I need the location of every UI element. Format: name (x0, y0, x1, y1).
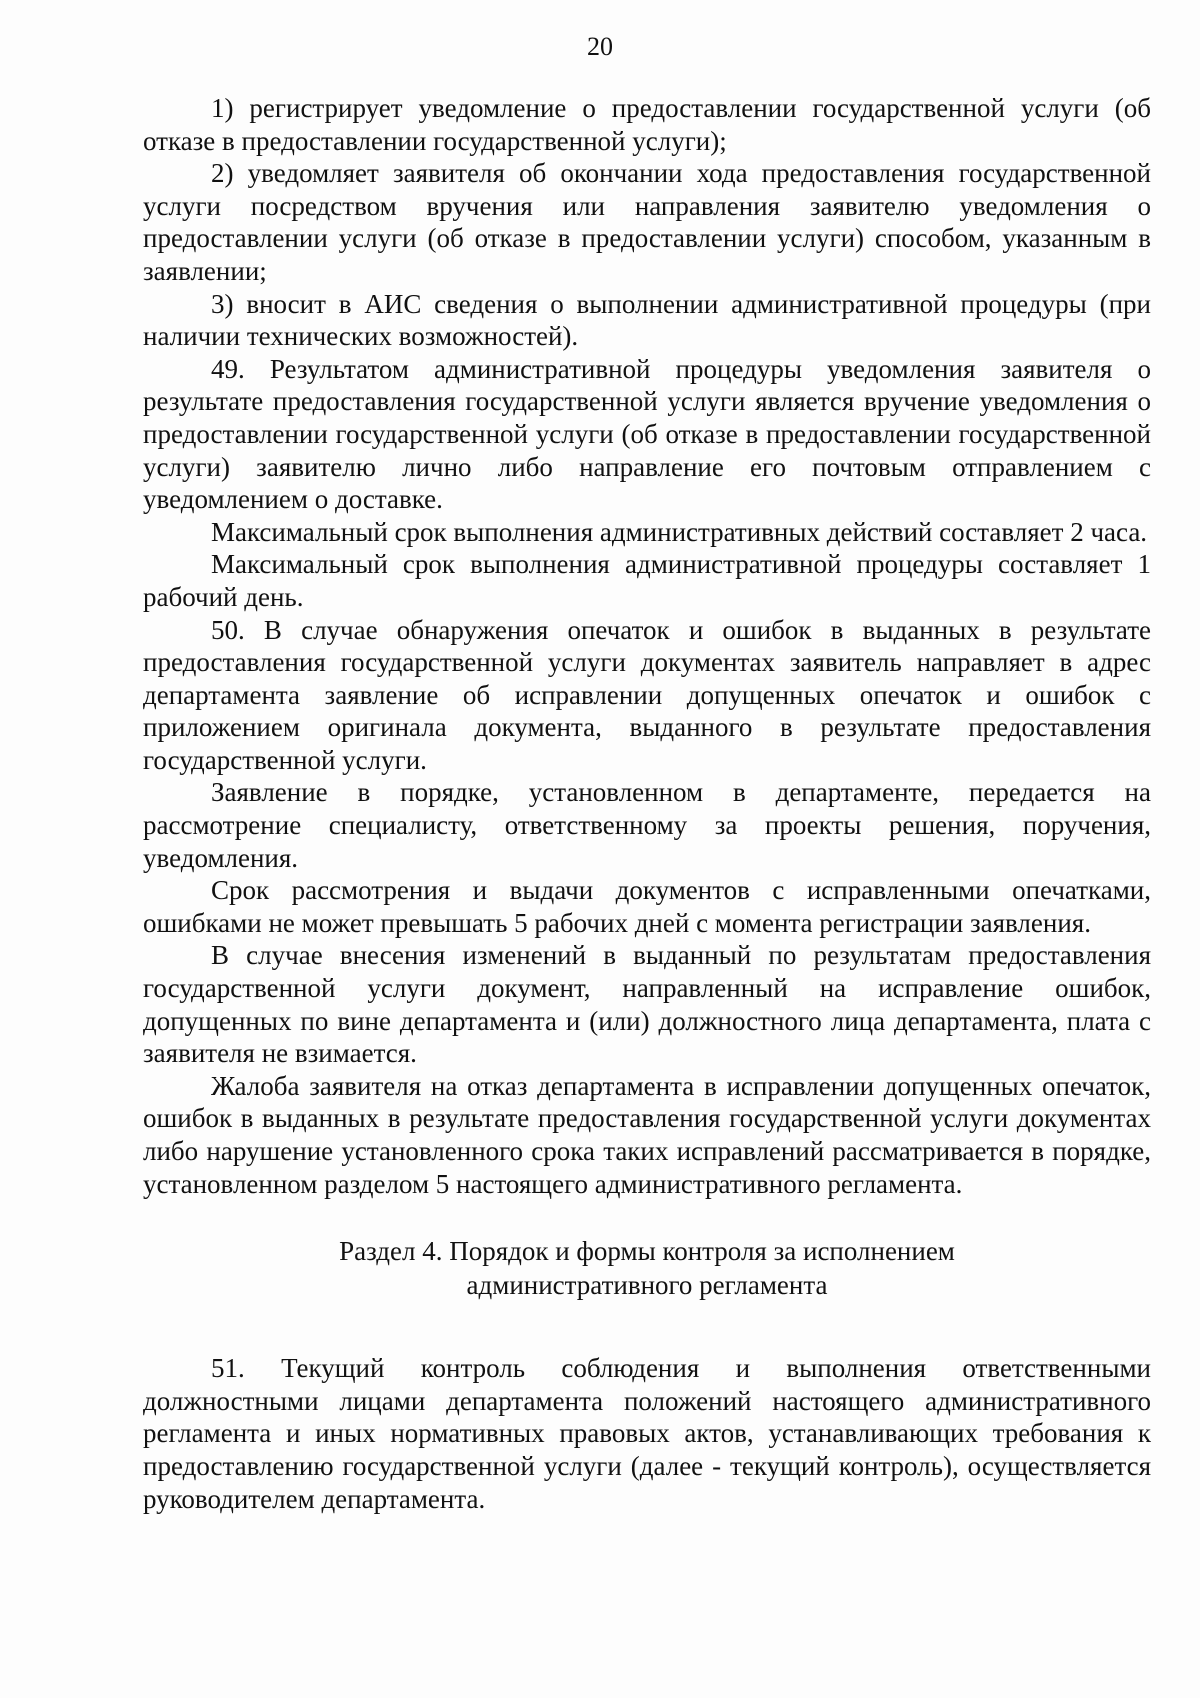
paragraph-max-actions-time: Максимальный срок выполнения административных действий составляет 2 часа. (211, 516, 1148, 547)
document-body (143, 92, 1151, 1515)
section-title-line-2: административного регламента (466, 1270, 828, 1301)
paragraph-item-2: 2) уведомляет заявителя об окончании хода предоставления государственной услуги посредством вручения или направления заявителю уведомления о предоставлении услуги (об отказе в предоставлении услуги) способом, указанным в заявлении; (143, 158, 1151, 286)
paragraph-item-3: 3) вносит в АИС сведения о выполнении административной процедуры (при наличии технических возможностей). (143, 288, 1151, 352)
paragraph-no-fee: В случае внесения изменений в выданный по результатам предоставления государственной услуги документ, направленный на исправление ошибок, допущенных по вине департамента и (или) должностного лица департамента, плата с заявителя не взимается. (143, 940, 1151, 1069)
paragraph-application-review: Заявление в порядке, установленном в департаменте, передается на рассмотрение специалисту, ответственному за проекты решения, поручения, уведомления. (143, 777, 1151, 873)
page-number: 20 (587, 32, 613, 61)
paragraph-50: 50. В случае обнаружения опечаток и ошибок в выданных в результате предоставления государственной услуги документах заявитель направляет в адрес департамента заявление об исправлении допущенных опечаток и ошибок с приложением оригинала документа, выданного в результате предоставления государственной услуги. (143, 614, 1151, 775)
paragraph-complaint: Жалоба заявителя на отказ департамента в исправлении допущенных опечаток, ошибок в выданных в результате предоставления государственной услуги документах либо нарушение установленного срока таких исправлений рассматривается в порядке, установленном разделом 5 настоящего административного регламента. (143, 1070, 1151, 1199)
section-4-heading (143, 1234, 1151, 1302)
paragraph-49: 49. Результатом административной процедуры уведомления заявителя о результате предоставления государственной услуги является вручение уведомления о предоставлении государственной услуги (об отказе в предоставлении государственной услуги) заявителю лично либо направление его почтовым отправлением с уведомлением о доставке. (143, 353, 1151, 515)
paragraph-item-1: 1) регистрирует уведомление о предоставлении государственной услуги (об отказе в предоставлении государственной услуги); (143, 93, 1151, 156)
paragraph-review-term: Срок рассмотрения и выдачи документов с исправленными опечатками, ошибками не может превышать 5 рабочих дней с момента регистрации заявления. (143, 875, 1151, 938)
paragraph-51: 51. Текущий контроль соблюдения и выполнения ответственными должностными лицами департамента положений настоящего административного регламента и иных нормативных правовых актов, устанавливающих требования к предоставлению государственной услуги (далее - текущий контроль), осуществляется руководителем департамента. (143, 1353, 1151, 1514)
paragraph-max-procedure-time: Максимальный срок выполнения административной процедуры составляет 1 рабочий день. (143, 549, 1151, 612)
section-title-line-1: Раздел 4. Порядок и формы контроля за исполнением (339, 1236, 955, 1267)
